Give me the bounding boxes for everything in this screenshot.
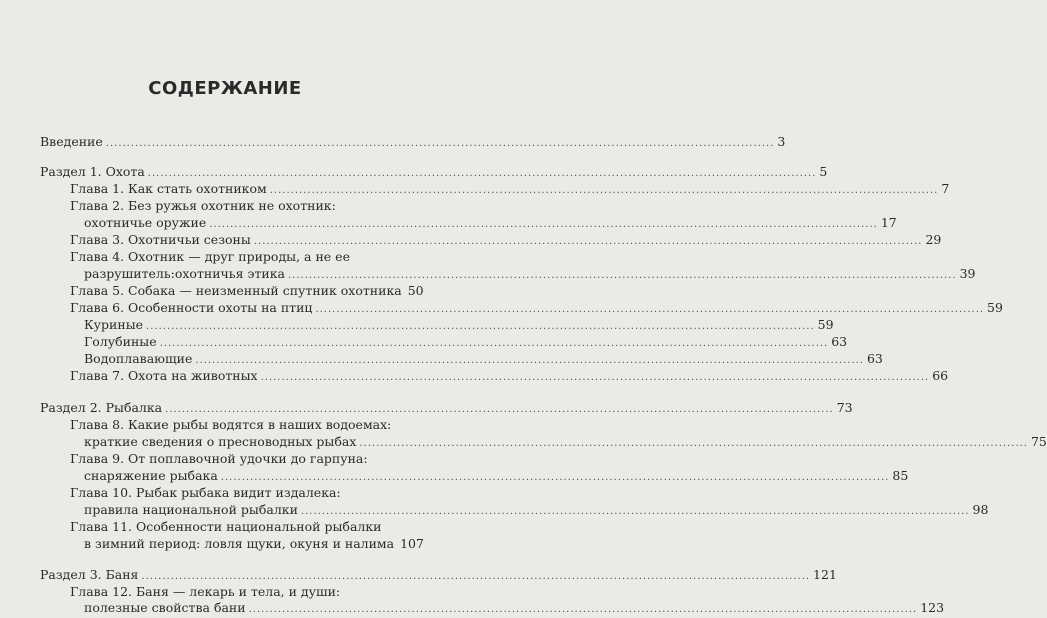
toc-entry	[84, 433, 1047, 450]
toc-entry-page: 39	[959, 266, 976, 281]
toc-entry-label: Голубиные	[84, 334, 157, 349]
leader-dots	[261, 369, 930, 386]
leader-dots	[315, 301, 984, 318]
toc-entry-page: 63	[866, 351, 883, 366]
toc-entry	[84, 265, 976, 282]
toc-entry	[40, 163, 828, 180]
toc-entry-label: Введение	[40, 134, 103, 149]
toc-entry-page: 107	[400, 536, 424, 551]
toc-entry-label: полезные свойства бани	[84, 600, 246, 615]
toc-entry	[70, 282, 424, 299]
toc-entry-label: Глава 2. Без ружья охотник не охотник:	[70, 198, 336, 213]
toc-entry	[40, 399, 853, 416]
toc-entry-label: Водоплавающие	[84, 351, 193, 366]
toc-entry-label: разрушитель:охотничья этика	[84, 266, 285, 281]
toc-entry-page: 5	[819, 164, 828, 179]
toc-entry-label: в зимний период: ловля щуки, окуня и налима	[84, 536, 395, 551]
toc-entry-label: Глава 5. Собака — неизменный спутник охотника	[70, 283, 402, 298]
toc-entry-label: Раздел 2. Рыбалка	[40, 400, 163, 415]
toc-entry-label: правила национальной рыбалки	[84, 502, 298, 517]
toc-entry-page: 98	[972, 502, 989, 517]
toc-entry	[84, 599, 945, 615]
leader-dots	[270, 182, 939, 199]
toc-entry-label: Глава 10. Рыбак рыбака видит издалека:	[70, 485, 341, 500]
toc-entry	[70, 180, 950, 197]
leader-dots	[254, 233, 923, 250]
toc-entry-page: 59	[987, 300, 1003, 315]
toc-entry-page: 3	[777, 134, 786, 149]
toc-entry-page: 7	[941, 181, 950, 196]
toc-entry-label: Глава 11. Особенности национальной рыбалки	[70, 519, 382, 534]
leader-dots	[359, 435, 1028, 452]
toc-entry-label: снаряжение рыбака	[84, 468, 218, 483]
toc-entry	[70, 299, 1003, 316]
toc-entry-label: Глава 9. От поплавочной удочки до гарпуна:	[70, 451, 368, 466]
toc-entry-label: Глава 1. Как стать охотником	[70, 181, 267, 196]
toc-entry-page: 29	[925, 232, 942, 247]
page-title: СОДЕРЖАНИЕ	[148, 78, 302, 99]
toc-entry-page: 73	[836, 400, 853, 415]
toc-entry-page: 50	[407, 283, 424, 298]
toc-entry-label: Глава 3. Охотничьи сезоны	[70, 232, 251, 247]
toc-entry	[84, 316, 834, 333]
toc-entry	[84, 501, 989, 518]
leader-dots	[249, 601, 918, 618]
toc-entry-label: Раздел 1. Охота	[40, 164, 145, 179]
toc-entry-label: Глава 12. Баня — лекарь и тела, и души:	[70, 584, 341, 599]
leader-dots	[301, 503, 970, 520]
toc-entry-page: 85	[892, 468, 909, 483]
toc-entry	[70, 367, 949, 384]
toc-entry-page: 59	[817, 317, 834, 332]
leader-dots	[106, 135, 775, 152]
toc-entry	[84, 350, 883, 367]
toc-entry-label: Глава 8. Какие рыбы водятся в наших водоемах:	[70, 417, 392, 432]
toc-entry-label: Глава 4. Охотник — друг природы, а не ее	[70, 249, 350, 264]
toc-entry-label: охотничье оружие	[84, 215, 207, 230]
toc-entry	[40, 566, 837, 583]
toc-entry	[70, 231, 942, 248]
toc-entry-page: 66	[932, 368, 949, 383]
toc-entry	[84, 535, 424, 552]
toc-entry-label: Куриные	[84, 317, 144, 332]
toc-entry-page: 63	[831, 334, 848, 349]
toc-entry	[84, 214, 897, 231]
toc-entry	[84, 467, 909, 484]
toc-entry-page: 123	[920, 600, 945, 615]
toc-entry-page: 121	[813, 567, 837, 582]
toc-entry-page: 75	[1030, 434, 1047, 449]
toc-entry-label: Глава 6. Особенности охоты на птиц	[70, 300, 313, 315]
toc-entry	[84, 333, 848, 350]
toc-entry-label: краткие сведения о пресноводных рыбах	[84, 434, 357, 449]
toc-entry	[40, 133, 786, 150]
toc-entry-label: Раздел 3. Баня	[40, 567, 139, 582]
toc-entry-label: Глава 7. Охота на животных	[70, 368, 258, 383]
toc-entry-page: 17	[880, 215, 897, 230]
